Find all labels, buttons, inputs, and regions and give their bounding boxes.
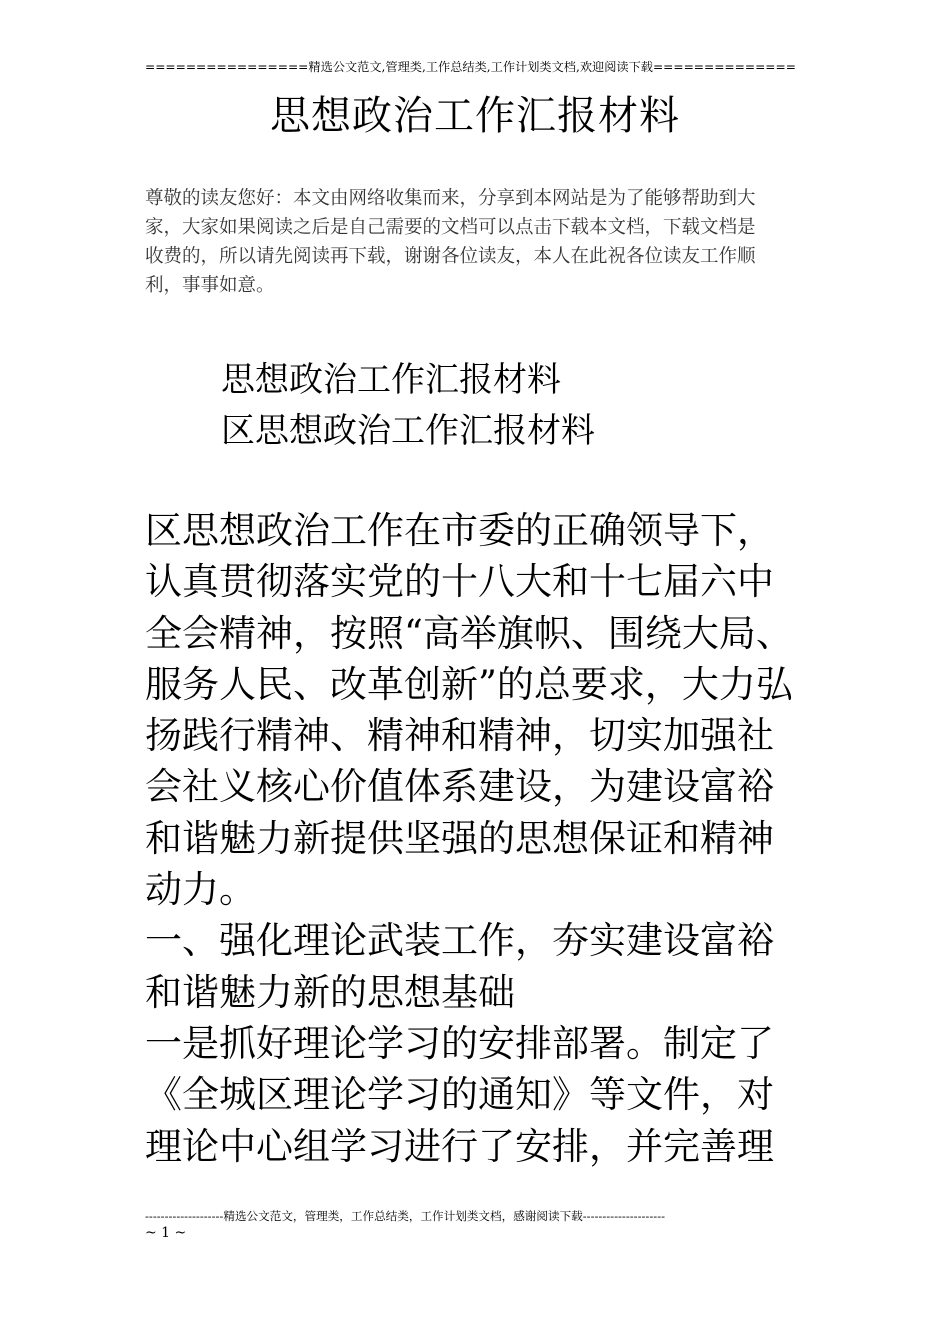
page-number: ~ 1 ~ (145, 1225, 187, 1241)
notice-line: 尊敬的读友您好：本文由网络收集而来，分享到本网站是为了能够帮助到大 (145, 188, 756, 209)
document-title: 思想政治工作汇报材料 (270, 93, 680, 139)
page-header: ================精选公文范文,管理类,工作总结类,工作计划类文档,欢迎阅读下载============== (145, 60, 796, 74)
body-line: 和谐魅力新提供坚强的思想保证和精神 (145, 816, 774, 860)
body-line: 《全城区理论学习的通知》等文件，对 (145, 1073, 774, 1117)
subtitle-secondary: 区思想政治工作汇报材料 (221, 411, 595, 451)
reader-notice (145, 184, 807, 300)
section-heading: 一、强化理论武装工作，夯实建设富裕 (145, 919, 774, 963)
subtitle-primary: 思想政治工作汇报材料 (221, 360, 561, 400)
notice-line: 家，大家如果阅读之后是自己需要的文档可以点击下载本文档，下载文档是 (145, 217, 756, 238)
body-line: 动力。 (145, 868, 256, 912)
body-line: 理论中心组学习进行了安排，并完善理 (145, 1124, 774, 1168)
page-footer: --------------------精选公文范文，管理类，工作总结类，工作计划类文档，感谢阅读下载--------------------- (145, 1209, 666, 1223)
body-line: 一是抓好理论学习的安排部署。制定了 (145, 1021, 774, 1065)
body-line: 区思想政治工作在市委的正确领导下， (145, 509, 774, 552)
body-line: 全会精神，按照“高举旗帜、围绕大局、 (145, 611, 793, 655)
body-line: 会社义核心价值体系建设，为建设富裕 (145, 765, 774, 809)
section-heading: 和谐魅力新的思想基础 (145, 970, 515, 1014)
body-line: 认真贯彻落实党的十八大和十七届六中 (145, 560, 774, 604)
notice-line: 收费的，所以请先阅读再下载，谢谢各位读友，本人在此祝各位读友工作顺 (145, 246, 756, 267)
body-text (145, 505, 815, 1172)
body-line: 服务人民、改革创新”的总要求，大力弘 (145, 662, 793, 706)
body-line: 扬践行精神、精神和精神，切实加强社 (145, 714, 774, 758)
notice-line: 利，事事如意。 (145, 275, 275, 296)
